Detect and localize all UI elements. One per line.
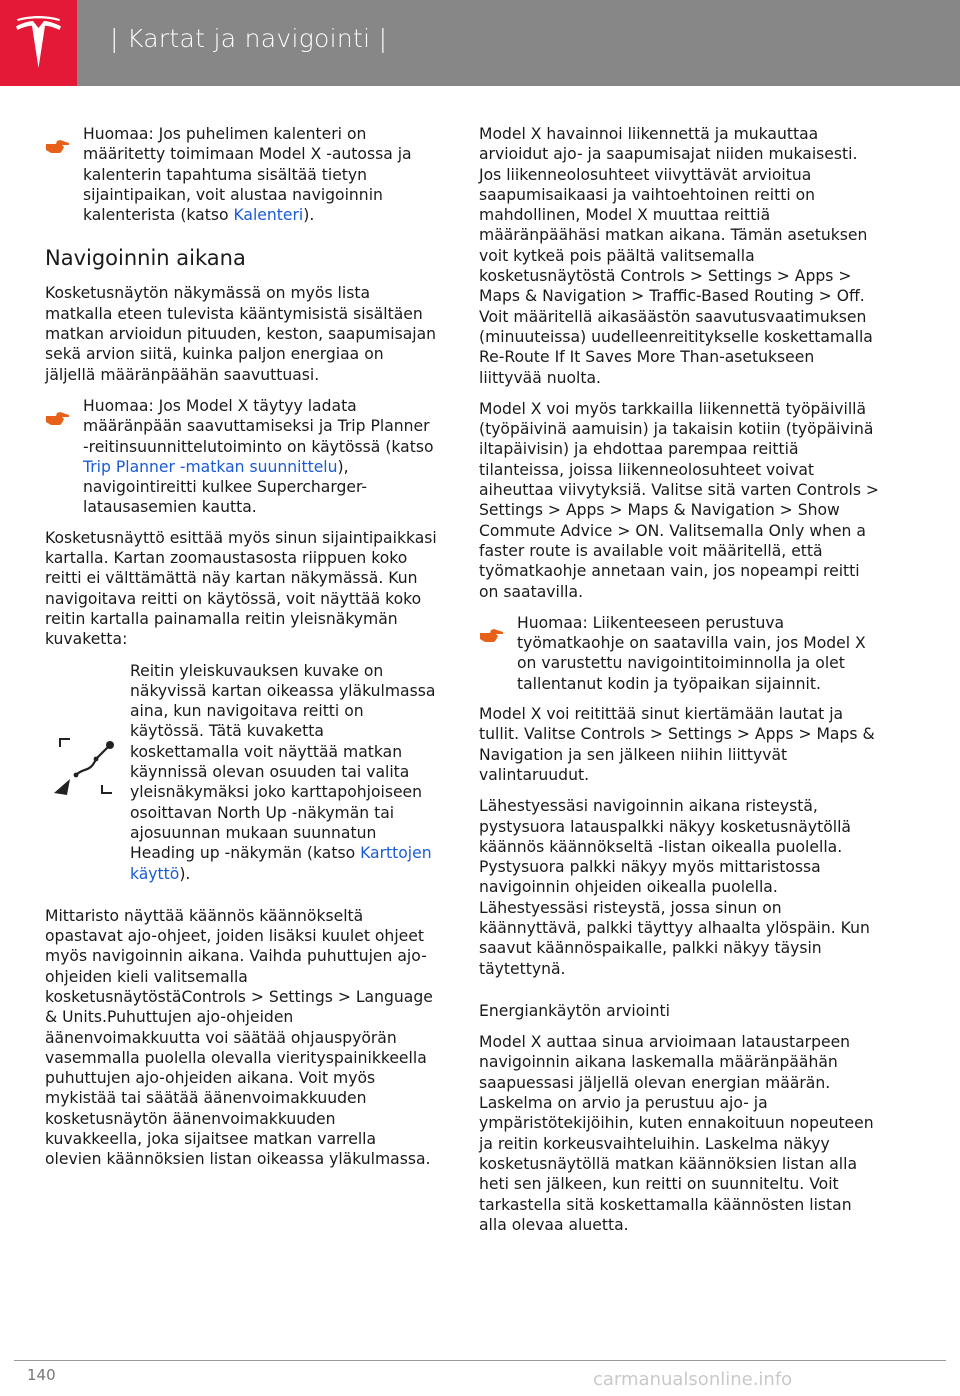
note-text: Huomaa: Jos puhelimen kalenteri on määritetty toimimaan Model X -autossa ja kalenterin tapahtuma sisältää tietyn sijaintipaikan, voit alustaa navigoinnin kalenterista (katso <box>83 125 412 225</box>
icon-description-end: ). <box>179 864 191 883</box>
icon-description-text: Reitin yleiskuvauksen kuvake on näkyvissä kartan oikeassa yläkulmassa aina, kun navigoitava reitti on käytössä. Tätä kuvaketta koskettamalla voit näyttää matkan käynnissä olevan osuuden tai valita yleisnäkymäksi joko karttapohjoiseen osoittavan North Up -näkymän tai ajosuunnan mukaan suunnatun Heading up -näkymän (katso <box>130 661 436 863</box>
paragraph: Mittaristo näyttää käännös käännökseltä opastavat ajo-ohjeet, joiden lisäksi kuulet ohjeet myös navigoinnin aikana. Vaihda puhuttujen ajo-ohjeiden kieli valitsemalla kosketusnäytöstäControls > Settings > Language & Units.Puhuttujen ajo-ohjeiden äänenvoimakkuutta voi säätää ohjauspyörän vasemmalla puolella olevalla vierityspainikkeella puhuttujen ajo-ohjeiden aikana. Voit myös mykistää tai säätää äänenvoimakkuuden kosketusnäytön äänenvoimakkuuden kuvakkeella, joka sijaitsee matkan varrella olevien käännöksien listan oikeassa yläkulmassa. <box>45 906 433 1169</box>
note-text: Huomaa: Liikenteeseen perustuva työmatkaohje on saatavilla vain, jos Model X on varustettu navigointitoiminnolla ja olet tallentanut kodin ja työpaikan sijainnit. <box>517 613 866 693</box>
paragraph: Model X havainnoi liikennettä ja mukauttaa arvioidut ajo- ja saapumisajat niiden mukaisesti. Jos liikenneolosuhteet viivyttävät arvioitua saapumisaikaasi ja vaihtoehtoinen reitti on mahdollinen, Model X muuttaa reittiä määränpäähäsi matkan aikana. Tämän asetuksen voit kytkeä pois päältä valitsemalla kosketusnäytöstä Controls > Settings > Apps > Maps & Navigation > Traffic-Based Routing > Off. Voit määritellä aikasäästön saavutusvaatimuksen (minuuteissa) uudelleenreititykselle koskettamalla Re-Route If It Saves More Than-asetukseen liittyvää nuolta. <box>479 125 873 387</box>
page-title: | Kartat ja navigointi | <box>110 24 388 53</box>
note-text: Huomaa: Jos Model X täytyy ladata määränpään saavuttamiseksi ja Trip Planner -reitinsuunnittelutoiminto on käytössä (katso <box>83 396 434 456</box>
left-column <box>45 124 437 1181</box>
right-column <box>479 124 879 1246</box>
note-text-end: ). <box>303 206 315 225</box>
link-kalenteri[interactable]: Kalenteri <box>233 206 304 225</box>
tesla-logo-box <box>0 0 77 86</box>
page-number: 140 <box>27 1366 56 1384</box>
note-text-end: ), navigointireitti kulkee Supercharger-latausasemien kautta. <box>83 457 368 517</box>
paragraph: Model X voi reitittää sinut kiertämään lautat ja tullit. Valitse Controls > Settings > Apps > Maps & Navigation ja sen jälkeen niihin liittyvät valintaruudut. <box>479 705 875 784</box>
paragraph: Model X voi myös tarkkailla liikennettä työpäivillä (työpäivinä aamuisin) ja takaisin kotiin (työpäivinä iltapäivisin) ja ehdottaa parempaa reittiä tilanteissa, joissa liikenneolosuhteet voivat aiheuttaa viivytyksiä. Valitse sitä varten Controls > Settings > Apps > Maps & Navigation > Show Commute Advice > ON. Valitsemalla Only when a faster route is available voit määritellä, että työmatkaohje annetaan vain, jos nopeampi reitti on saatavilla. <box>479 399 880 601</box>
watermark: carmanualsonline.info <box>593 1369 793 1390</box>
pointing-hand-icon <box>45 138 71 154</box>
note-commute <box>479 613 879 694</box>
page-header <box>0 0 960 86</box>
paragraph: Kosketusnäyttö esittää myös sinun sijaintipaikkasi kartalla. Kartan zoomaustasosta riippuen koko reitti ei välttämättä näy kartan näkymässä. Kun navigoitava reitti on käytössä, voit näyttää koko reitin kartalla painamalla reitin yleisnäkymän kuvaketta: <box>45 528 437 649</box>
paragraph: Lähestyessäsi navigoinnin aikana risteystä, pystysuora latauspalkki näkyy kosketusnäytöllä käännös käännökseltä -listan oikealla puolella. Pystysuora palkki näkyy myös mittaristossa navigoinnin ohjeiden oikealla puolella. Lähestyessäsi risteystä, jossa sinun on käännyttävä, palkki täyttyy alhaalta ylöspäin. Kun saavut käännöspaikalle, palkki näkyy täysin täytettynä. <box>479 797 870 978</box>
link-trip-planner[interactable]: Trip Planner -matkan suunnittelu <box>83 457 338 476</box>
note-calendar <box>45 124 437 225</box>
tesla-logo-icon <box>14 16 63 70</box>
route-overview-description <box>45 661 437 884</box>
footer-divider <box>14 1360 946 1361</box>
link-karttojen-kaytto[interactable]: Karttojen käyttö <box>130 844 432 883</box>
route-overview-icon <box>48 737 120 807</box>
sub-heading: Energiankäytön arviointi <box>479 1001 670 1020</box>
paragraph: Kosketusnäytön näkymässä on myös lista matkalla eteen tulevista kääntymisistä sisältäen matkan arvioidun pituuden, keston, saapumisajan sekä arvion siitä, kuinka paljon energiaa on jäljellä määränpäähän saavuttuasi. <box>45 284 437 384</box>
note-trip-planner <box>45 396 437 518</box>
paragraph: Model X auttaa sinua arvioimaan lataustarpeen navigoinnin aikana laskemalla määränpäähän saapuessasi jäljellä olevan energian määrän. Laskelma on arvio ja perustuu ajo- ja ympäristötekijöihin, kuten ennakoituun nopeuteen ja reitin korkeusvaihteluihin. Laskelma näkyy kosketusnäytöllä matkan käännöksien listan alla heti sen jälkeen, kun reitti on suunniteltu. Voit tarkastella sitä koskettamalla käännösten listan alla olevaa aluetta. <box>479 1033 874 1234</box>
pointing-hand-icon <box>45 410 71 426</box>
pointing-hand-icon <box>479 627 505 643</box>
section-heading: Navigoinnin aikana <box>45 246 246 271</box>
